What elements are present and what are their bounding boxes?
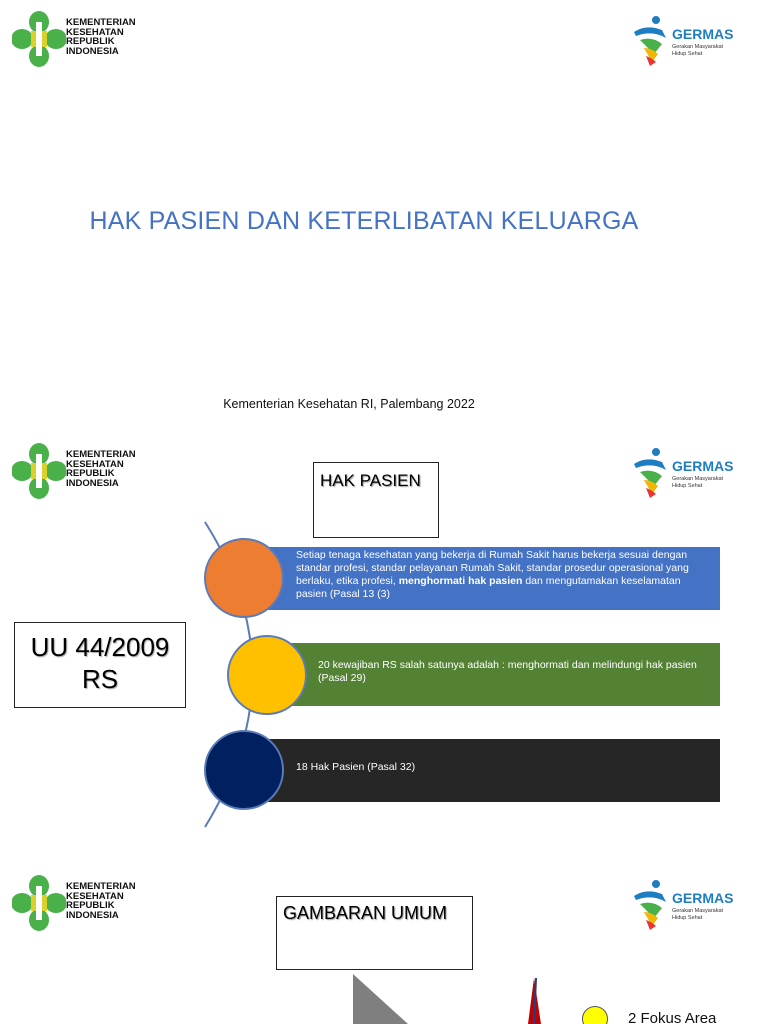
item-bar-1: Setiap tenaga kesehatan yang bekerja di Rumah Sakit harus bekerja sesuai dengan standar profesi, standar pelayanan Rumah Sakit, standar prosedur operasional yang berlaku, etika profesi, menghormati hak pasien dan mengutamakan keselamatan pasien (Pasal 13 (3) xyxy=(268,547,720,610)
item-circle-3 xyxy=(204,730,284,810)
item-bar-3: 18 Hak Pasien (Pasal 32) xyxy=(268,739,720,802)
slide-gambaran-umum xyxy=(0,864,768,1024)
germas-title: GERMAS xyxy=(672,26,734,42)
germas-subtitle: Gerakan Masyarakat Hidup Sehat xyxy=(672,476,724,489)
hak-pasien-heading: HAK PASIEN xyxy=(313,462,439,538)
kemkes-wordmark: KEMENTERIAN KESEHATAN REPUBLIK INDONESIA xyxy=(66,17,136,57)
germas-title: GERMAS xyxy=(672,890,734,906)
germas-subtitle: Gerakan Masyarakat Hidup Sehat xyxy=(672,908,724,921)
fokus-area-label: 2 Fokus Area xyxy=(628,1010,717,1024)
presentation-subtitle: Kementerian Kesehatan RI, Palembang 2022 xyxy=(223,397,475,411)
item-1-emphasis: menghormati hak pasien xyxy=(398,575,523,587)
germas-title: GERMAS xyxy=(672,458,734,474)
gray-triangle-shape xyxy=(353,974,408,1024)
gambaran-umum-heading: GAMBARAN UMUM xyxy=(276,896,473,970)
law-subject: RS xyxy=(81,664,119,694)
germas-logo xyxy=(632,14,752,68)
item-bar-2: 20 kewajiban RS salah satunya adalah : menghormati dan melindungi hak pasien (Pasal 29) xyxy=(290,643,720,706)
germas-subtitle: Gerakan Masyarakat Hidup Sehat xyxy=(672,44,724,57)
slide-title xyxy=(0,0,768,432)
kemkes-wordmark: KEMENTERIAN KESEHATAN REPUBLIK INDONESIA xyxy=(66,449,136,489)
slide-hak-pasien xyxy=(0,432,768,864)
kemkes-logo xyxy=(12,10,152,68)
kemkes-emblem-icon xyxy=(12,10,66,68)
presentation-title: HAK PASIEN DAN KETERLIBATAN KELUARGA xyxy=(89,207,639,235)
law-number: UU 44/2009 xyxy=(30,632,170,662)
kemkes-wordmark: KEMENTERIAN KESEHATAN REPUBLIK INDONESIA xyxy=(66,881,136,921)
germas-figure-icon xyxy=(632,14,672,68)
item-circle-2 xyxy=(227,635,307,715)
item-circle-1 xyxy=(204,538,284,618)
decor-shapes xyxy=(0,864,768,1024)
